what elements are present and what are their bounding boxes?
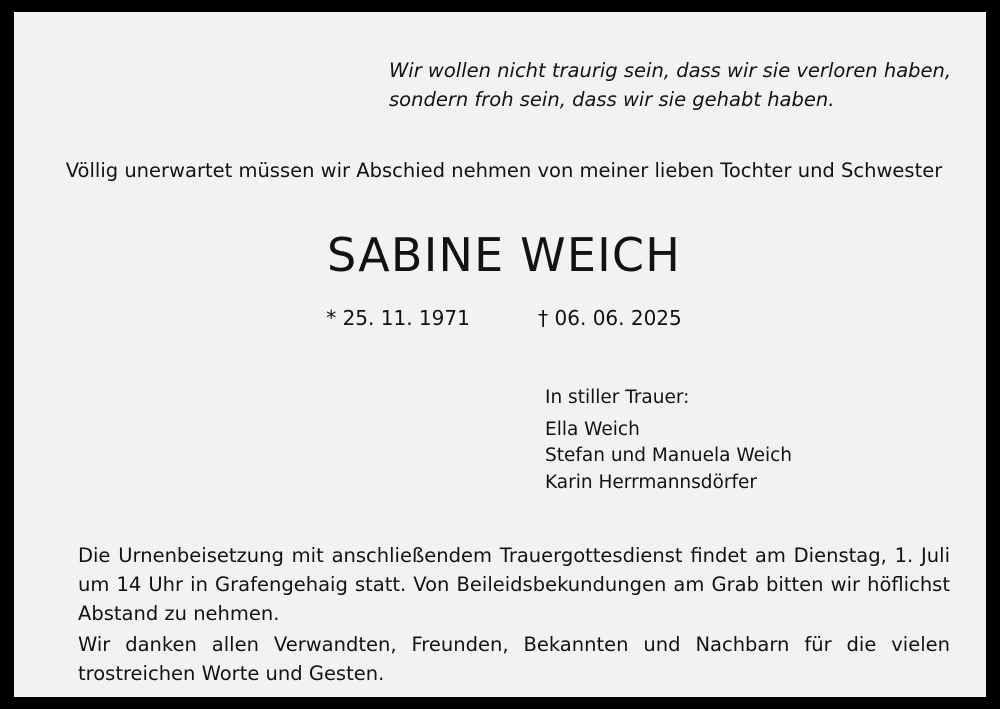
quote-line-1: Wir wollen nicht traurig sein, dass wir sie verloren haben,: [389, 59, 952, 82]
mourner-name: Karin Herrmannsdörfer: [545, 471, 757, 493]
birth-date: * 25. 11. 1971: [326, 306, 470, 330]
quote-block: [389, 56, 959, 114]
intro-text: Völlig unerwartet müssen wir Abschied nehmen von meiner lieben Tochter und Schwester: [65, 159, 943, 182]
deceased-name: SABINE WEICH: [327, 228, 681, 282]
mourners-heading: In stiller Trauer:: [545, 387, 690, 408]
thanks-note: Wir danken allen Verwandten, Freunden, Bekannten und Nachbarn für die vielen trostreichen Worte und Gesten.: [78, 633, 950, 685]
quote-line-2: sondern froh sein, dass wir sie gehabt haben.: [389, 88, 835, 111]
mourner-name: Stefan und Manuela Weich: [545, 445, 793, 466]
funeral-details: Die Urnenbeisetzung mit anschließendem Trauergottesdienst findet am Dienstag, 1. Juli um 14 Uhr in Grafengehaig statt. Von Beileidsbekundungen am Grab bitten wir höflichst Abstand zu nehmen.: [78, 544, 950, 625]
obituary-content: [14, 12, 986, 697]
mourner-name: Ella Weich: [545, 418, 640, 440]
death-date: † 06. 06. 2025: [538, 306, 682, 330]
obituary-notice: [14, 12, 986, 697]
mourners-block: [545, 385, 792, 496]
life-dates: [64, 303, 944, 333]
